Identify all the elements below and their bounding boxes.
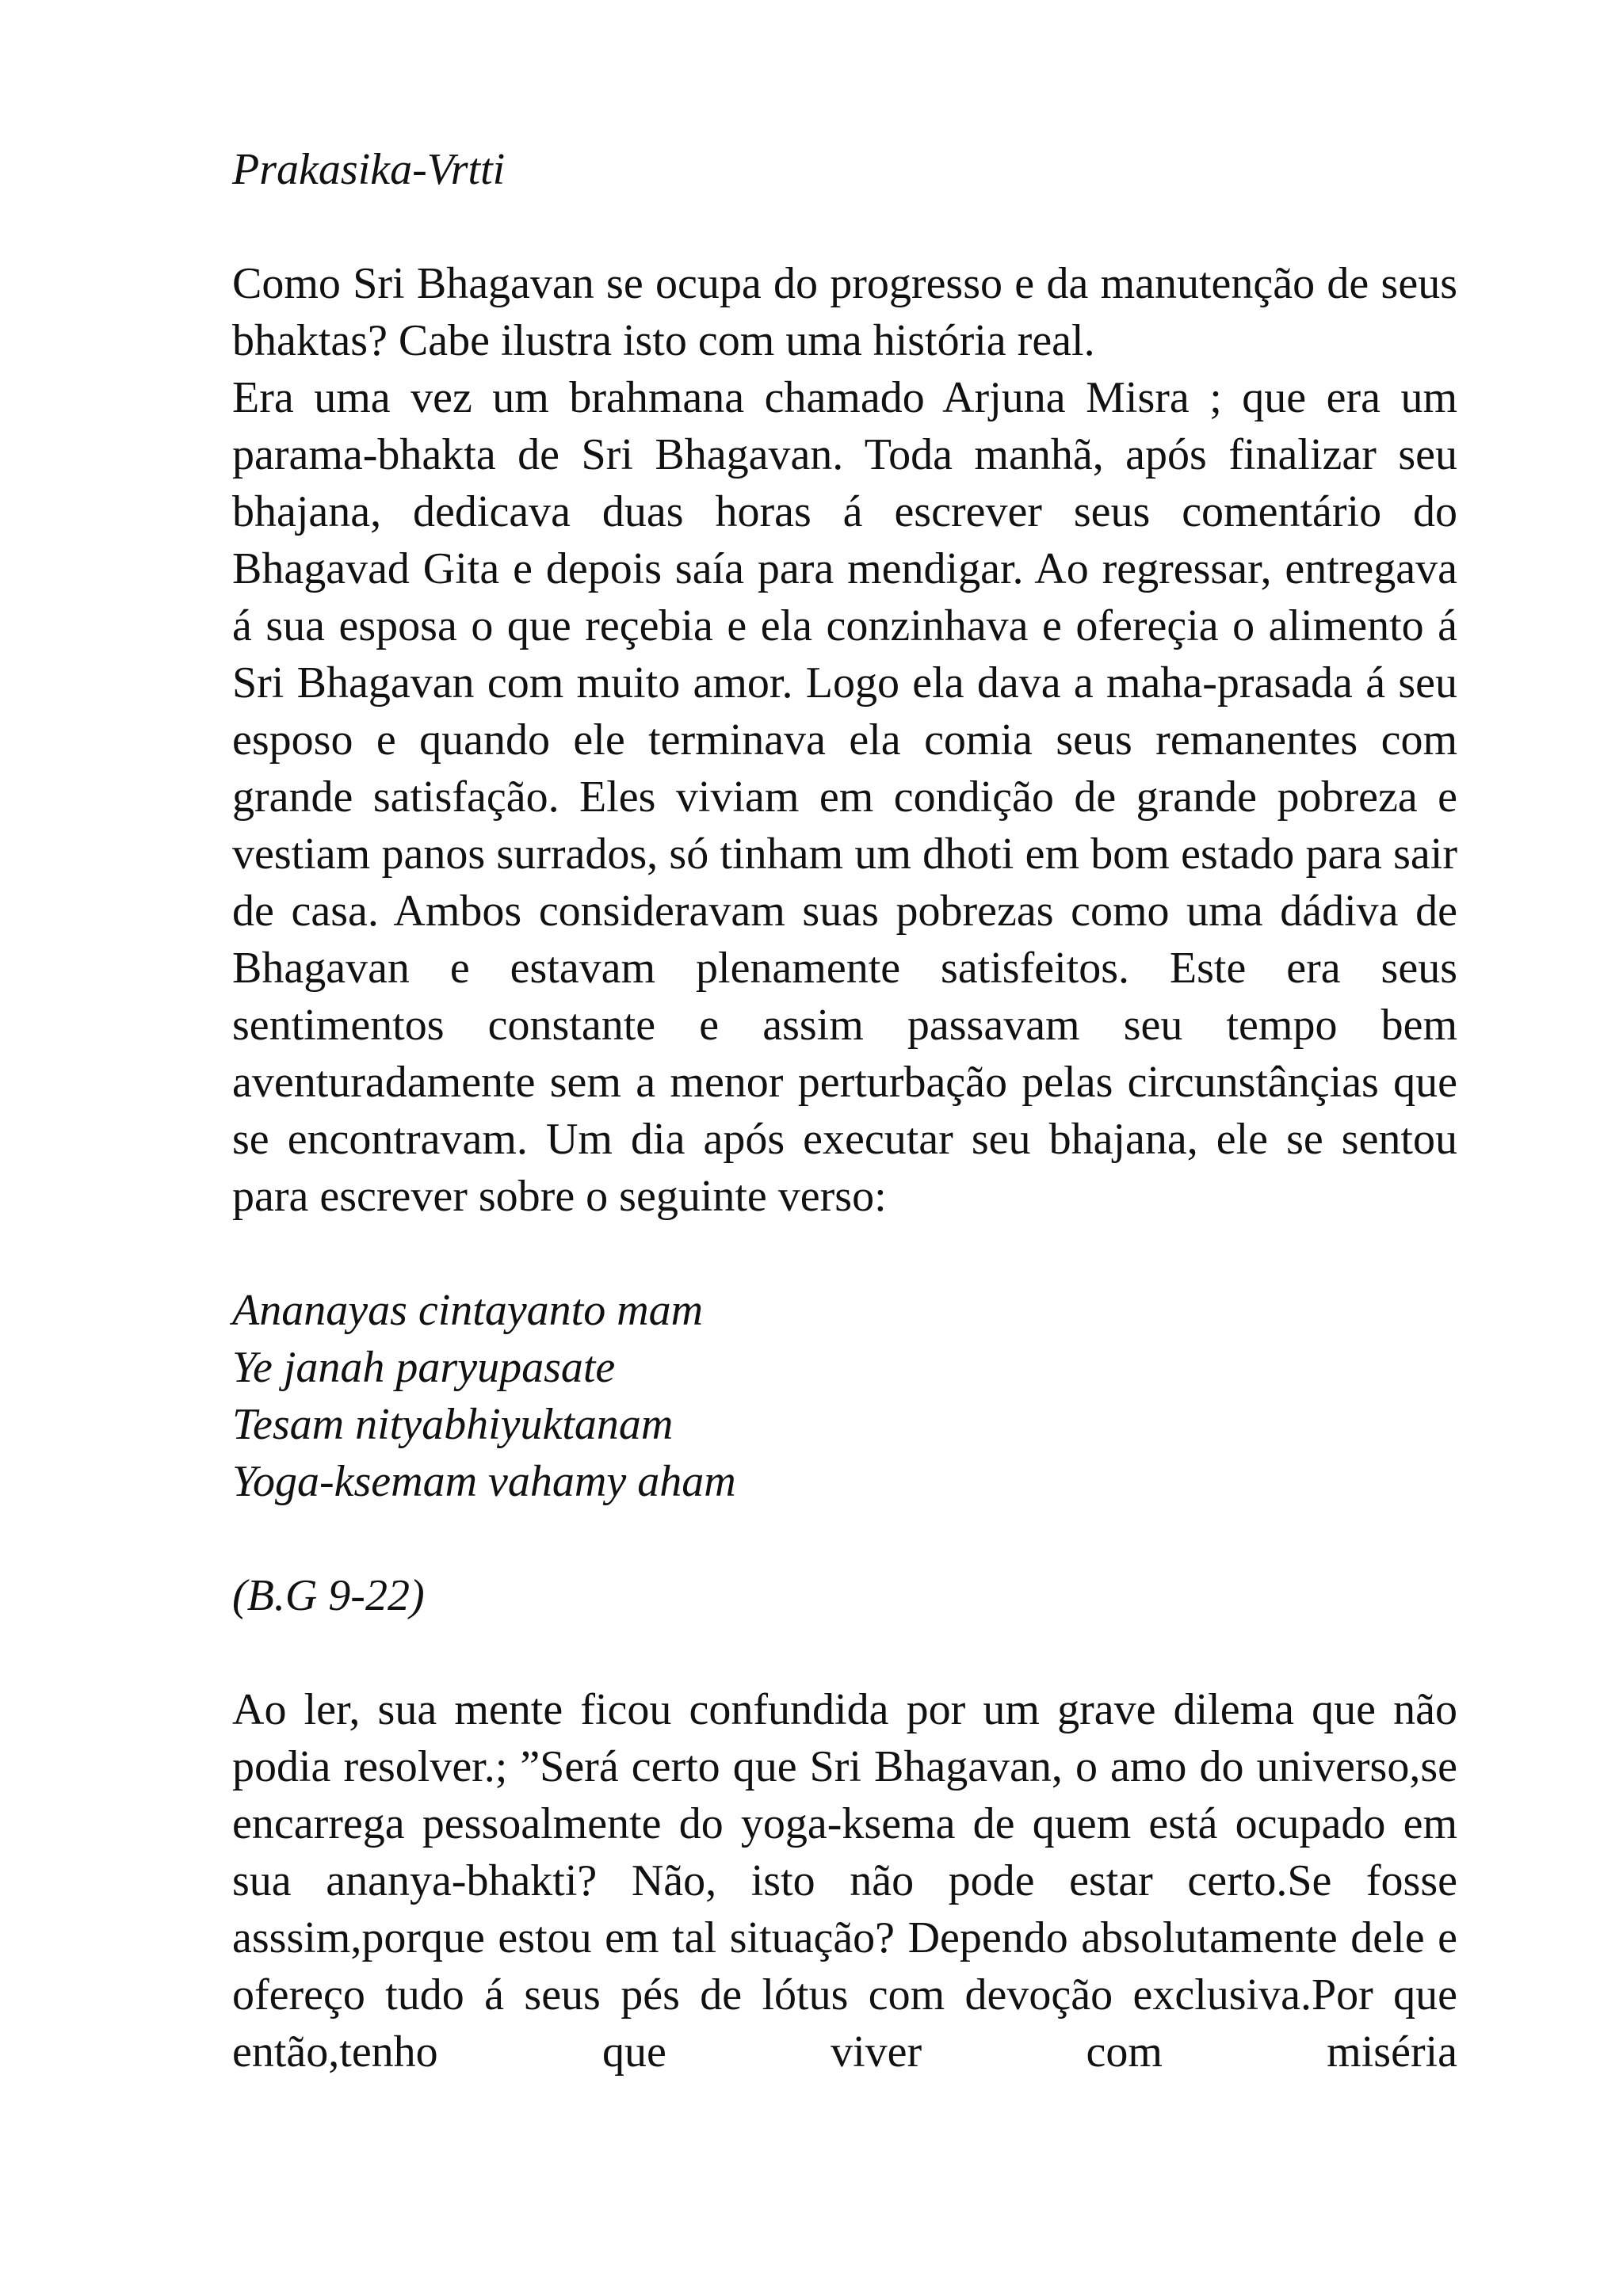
- story-paragraph: Era uma vez um brahmana chamado Arjuna Misra ; que era um parama-bhakta de Sri Bhagavan. Toda manhã, após finalizar seu bhajana, dedicava duas horas á escrever seus comentário do Bhagavad Gita e depois saía para mendigar. Ao regressar, entregava á sua esposa o que reçebia e ela conzinhava e ofereçia o alimento á Sri Bhagavan com muito amor. Logo ela dava a maha-prasada á seu esposo e quando ele terminava ela comia seus remanentes com grande satisfação. Eles viviam em condição de grande pobreza e vestiam panos surrados, só tinham um dhoti em bom estado para sair de casa. Ambos consideravam suas pobrezas como uma dádiva de Bhagavan e estavam plenamente satisfeitos. Este era seus sentimentos constante e assim passavam seu tempo bem aventuradamente sem a menor perturbação pelas circunstânçias que se encontravam. Um dia após executar seu bhajana, ele se sentou para escrever sobre o seguinte verso:: [232, 373, 1457, 1221]
- intro-paragraph: Como Sri Bhagavan se ocupa do progresso e da manutenção de seus bhaktas? Cabe ilustra isto com uma história real.: [232, 259, 1457, 365]
- document-page: [232, 141, 1457, 2081]
- verse-reference: (B.G 9-22): [232, 1571, 425, 1620]
- section-heading: Prakasika-Vrtti: [232, 145, 506, 194]
- dilemma-paragraph: Ao ler, sua mente ficou confundida por um grave dilema que não podia resolver.; ”Será certo que Sri Bhagavan, o amo do universo,se encarrega pessoalmente do yoga-ksema de quem está ocupado em sua ananya-bhakti? Não, isto não pode estar certo.Se fosse asssim,porque estou em tal situação? Dependo absolutamente dele e ofereço tudo á seus pés de lótus com devoção exclusiva.Por que então,tenho que viver com miséria: [232, 1685, 1457, 2077]
- verse-line-3: Tesam nityabhiyuktanam: [232, 1400, 674, 1449]
- verse-line-2: Ye janah paryupasate: [232, 1343, 616, 1392]
- verse-block: [232, 1282, 1457, 1510]
- verse-line-1: Ananayas cintayanto mam: [232, 1286, 704, 1335]
- verse-line-4: Yoga-ksemam vahamy aham: [232, 1457, 736, 1506]
